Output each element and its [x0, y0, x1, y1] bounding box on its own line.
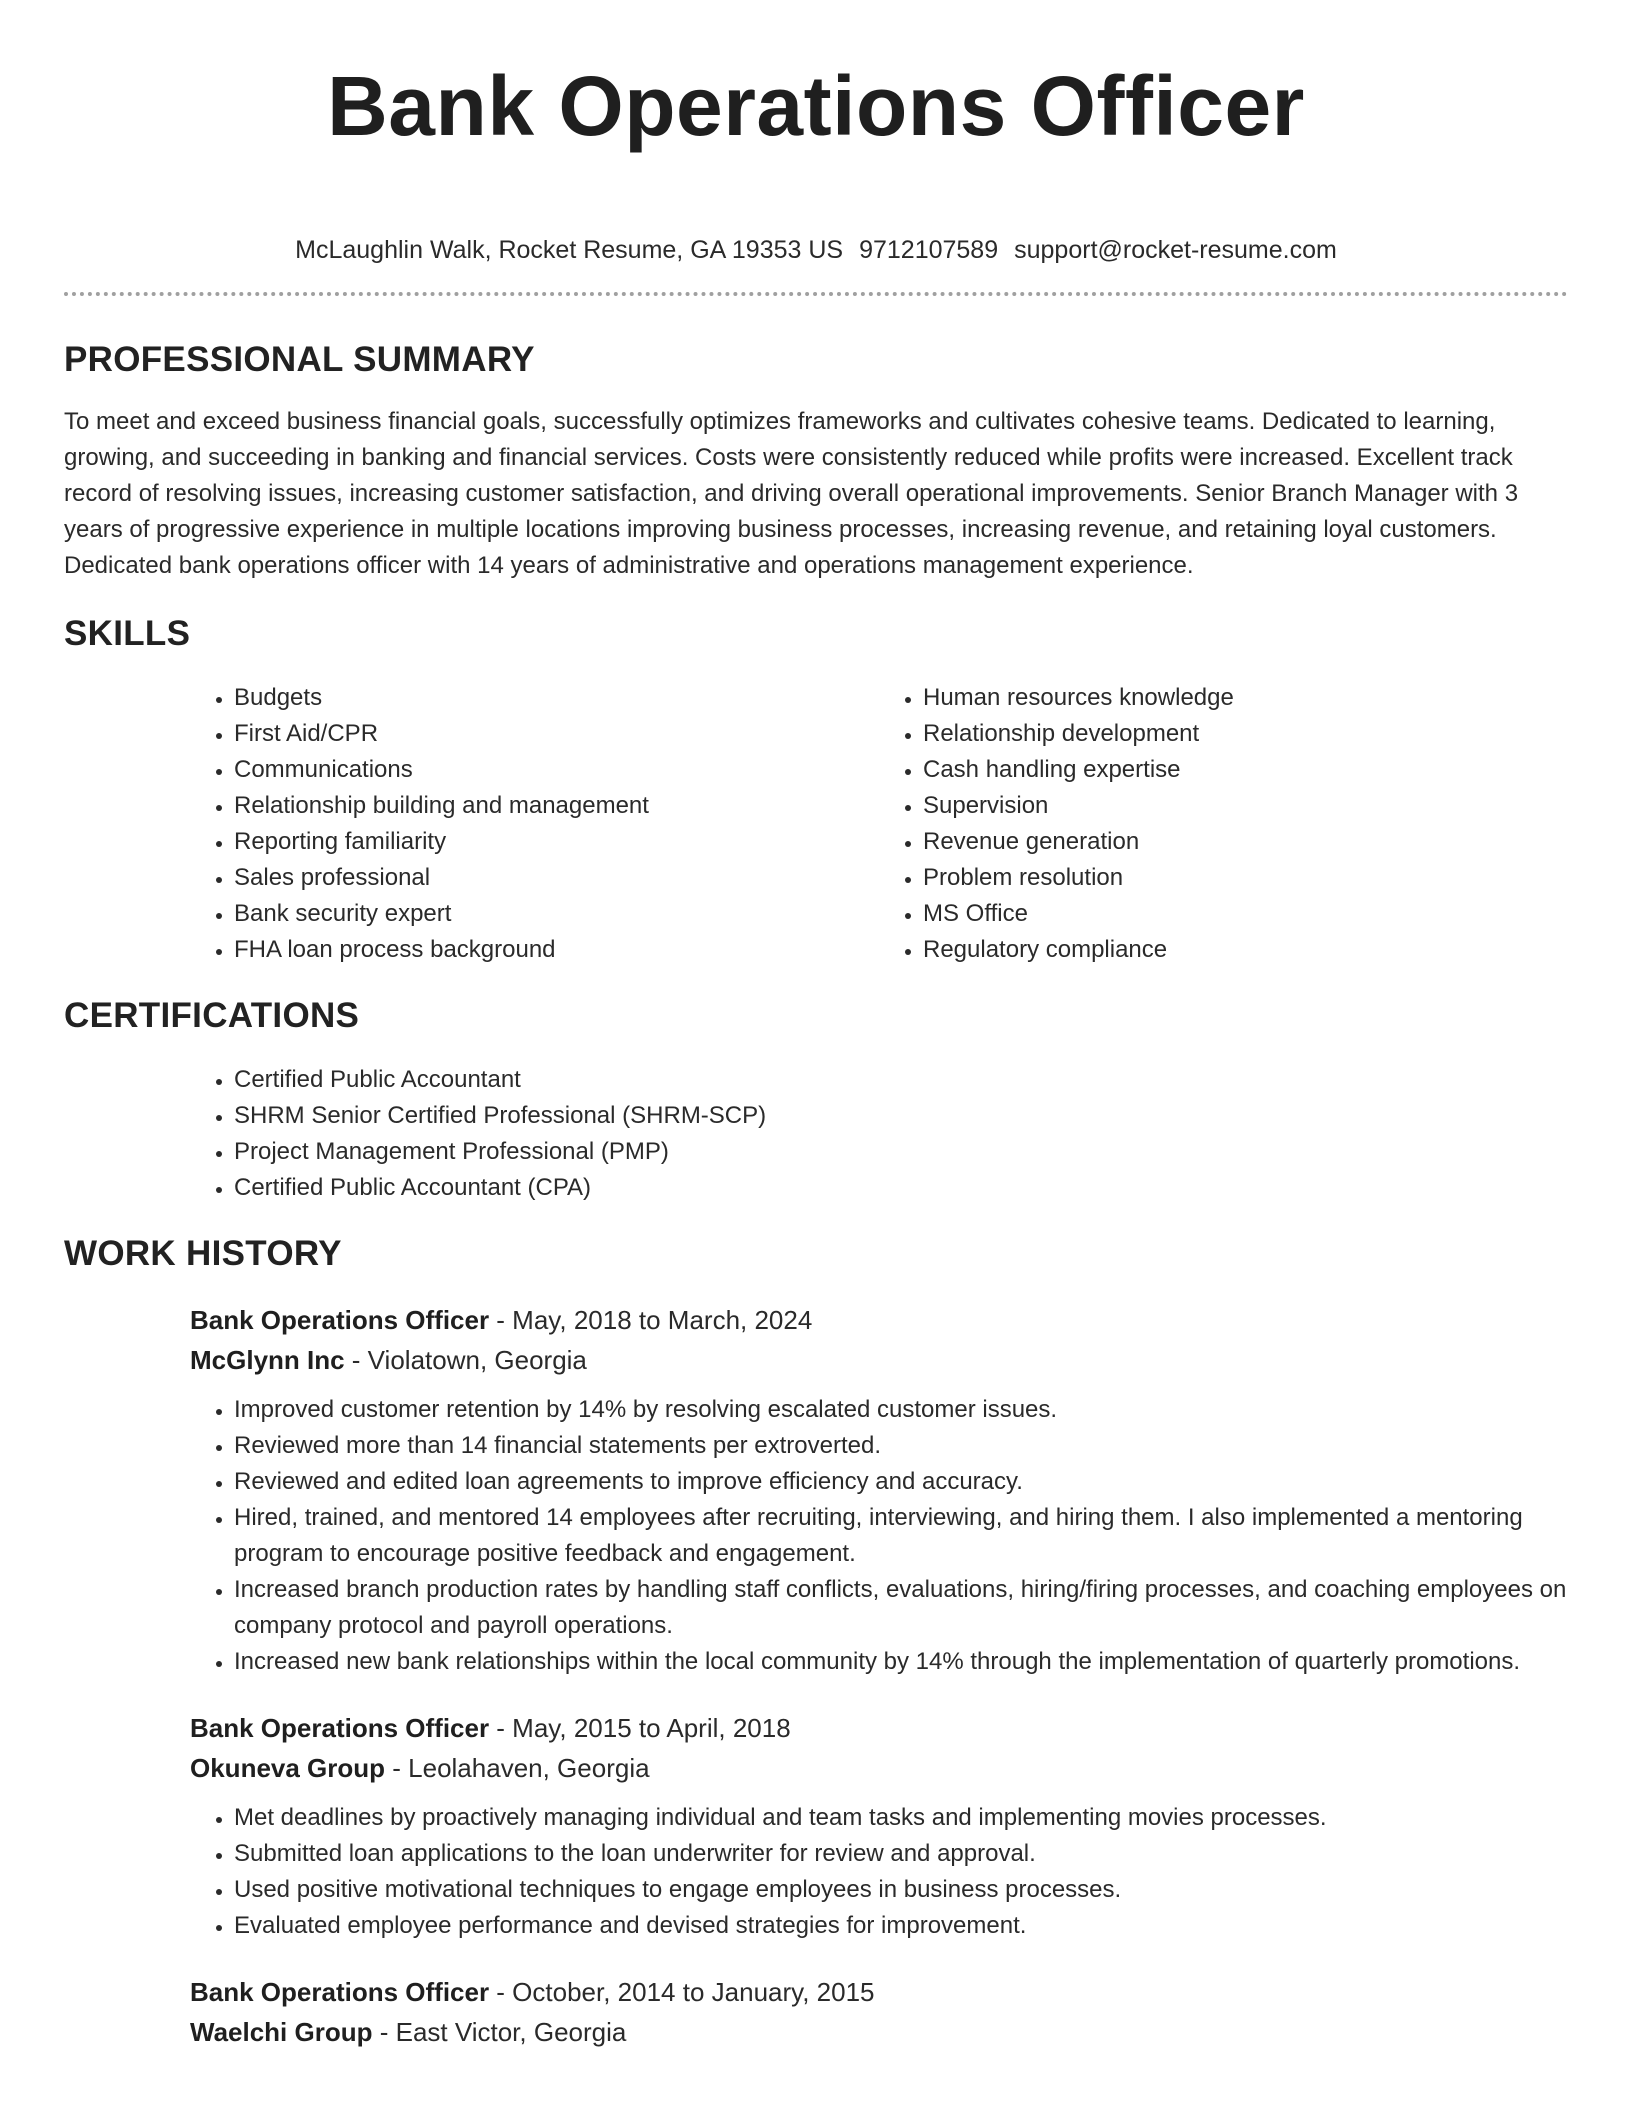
job-bullet: • Reviewed and edited loan agreements to improve efficiency and accuracy. [234, 1464, 1568, 1500]
skill-item: • Cash handling expertise [923, 752, 1568, 788]
skill-item: • MS Office [923, 896, 1568, 932]
job-dates: - May, 2015 to April, 2018 [489, 1713, 791, 1743]
certifications-heading: CERTIFICATIONS [64, 996, 360, 1035]
job-bullet: • Met deadlines by proactively managing individual and team tasks and implementing movies processes. [234, 1800, 1568, 1836]
certification-item: • Project Management Professional (PMP) [234, 1134, 1568, 1170]
email-link[interactable]: support@rocket-resume.com [1014, 236, 1337, 264]
job-title: Bank Operations Officer [190, 1305, 490, 1335]
skills-left-column [190, 680, 879, 968]
job-bullet: • Increased new bank relationships within the local community by 14% through the implementation of quarterly promotions. [234, 1644, 1568, 1680]
job-location: - Violatown, Georgia [344, 1345, 587, 1375]
skill-item: • Relationship development [923, 716, 1568, 752]
skill-item: • Problem resolution [923, 860, 1568, 896]
job-dates: - May, 2018 to March, 2024 [489, 1305, 813, 1335]
skill-item: • Bank security expert [234, 896, 879, 932]
skill-item: • Regulatory compliance [923, 932, 1568, 968]
job-company: McGlynn Inc [190, 1345, 345, 1375]
skills-heading: SKILLS [64, 614, 191, 653]
job-bullet: • Used positive motivational techniques to engage employees in business processes. [234, 1872, 1568, 1908]
skill-item: • Budgets [234, 680, 879, 716]
skill-item: • FHA loan process background [234, 932, 879, 968]
skill-item: • Reporting familiarity [234, 824, 879, 860]
job-title-line [190, 1972, 1568, 2012]
skill-item: • First Aid/CPR [234, 716, 879, 752]
job-bullet: • Evaluated employee performance and devised strategies for improvement. [234, 1908, 1568, 1944]
skill-item: • Supervision [923, 788, 1568, 824]
header-divider [64, 292, 1568, 296]
certification-item: • SHRM Senior Certified Professional (SHRM-SCP) [234, 1098, 1568, 1134]
job-company: Waelchi Group [190, 2017, 373, 2047]
skill-item: • Revenue generation [923, 824, 1568, 860]
address-text: McLaughlin Walk, Rocket Resume, GA 19353 US [295, 236, 844, 264]
job-bullet: • Submitted loan applications to the loan underwriter for review and approval. [234, 1836, 1568, 1872]
job-dates: - October, 2014 to January, 2015 [489, 1977, 875, 2007]
job-title: Bank Operations Officer [190, 1977, 490, 2007]
certification-item: • Certified Public Accountant (CPA) [234, 1170, 1568, 1206]
job-title: Bank Operations Officer [190, 1713, 490, 1743]
resume-title: Bank Operations Officer [327, 59, 1305, 153]
job-company-line [190, 1340, 1568, 1380]
resume-page [64, 0, 1568, 2052]
summary-heading: PROFESSIONAL SUMMARY [64, 340, 535, 379]
skills-list [190, 680, 1568, 968]
skill-item: • Sales professional [234, 860, 879, 896]
summary-text: To meet and exceed business financial goals, successfully optimizes frameworks and cultivates cohesive teams. Dedicated to learning, growing, and succeeding in banking and financial services. Costs were consistently reduced while profits were increased. Excellent track record of resolving issues, increasing customer satisfaction, and driving overall operational improvements. Senior Branch Manager with 3 years of progressive experience in multiple locations improving business processes, increasing revenue, and retaining loyal customers. Dedicated bank operations officer with 14 years of administrative and operations management experience. [64, 408, 1519, 579]
certifications-list [190, 1062, 1568, 1206]
job-title-line [190, 1300, 1568, 1340]
job-title-line [190, 1708, 1568, 1748]
job-bullet: • Improved customer retention by 14% by resolving escalated customer issues. [234, 1392, 1568, 1428]
job-entry [190, 1972, 1568, 2052]
job-location: - East Victor, Georgia [372, 2017, 627, 2047]
job-entry [190, 1300, 1568, 1680]
job-bullets [190, 1800, 1568, 1944]
skill-item: • Communications [234, 752, 879, 788]
work-history-heading: WORK HISTORY [64, 1234, 342, 1273]
certification-item: • Certified Public Accountant [234, 1062, 1568, 1098]
job-company: Okuneva Group [190, 1753, 386, 1783]
job-bullet: • Increased branch production rates by handling staff conflicts, evaluations, hiring/firing processes, and coaching employees on company protocol and payroll operations. [234, 1572, 1568, 1644]
job-location: - Leolahaven, Georgia [385, 1753, 650, 1783]
skills-right-column [879, 680, 1568, 968]
skill-item: • Relationship building and management [234, 788, 879, 824]
job-bullet: • Reviewed more than 14 financial statements per extroverted. [234, 1428, 1568, 1464]
job-entry [190, 1708, 1568, 1944]
job-bullet: • Hired, trained, and mentored 14 employees after recruiting, interviewing, and hiring them. I also implemented a mentoring program to encourage positive feedback and engagement. [234, 1500, 1568, 1572]
contact-line [64, 234, 1568, 266]
phone-text: 9712107589 [859, 236, 999, 264]
job-bullets [190, 1392, 1568, 1680]
job-company-line [190, 2012, 1568, 2052]
job-company-line [190, 1748, 1568, 1788]
skill-item: • Human resources knowledge [923, 680, 1568, 716]
